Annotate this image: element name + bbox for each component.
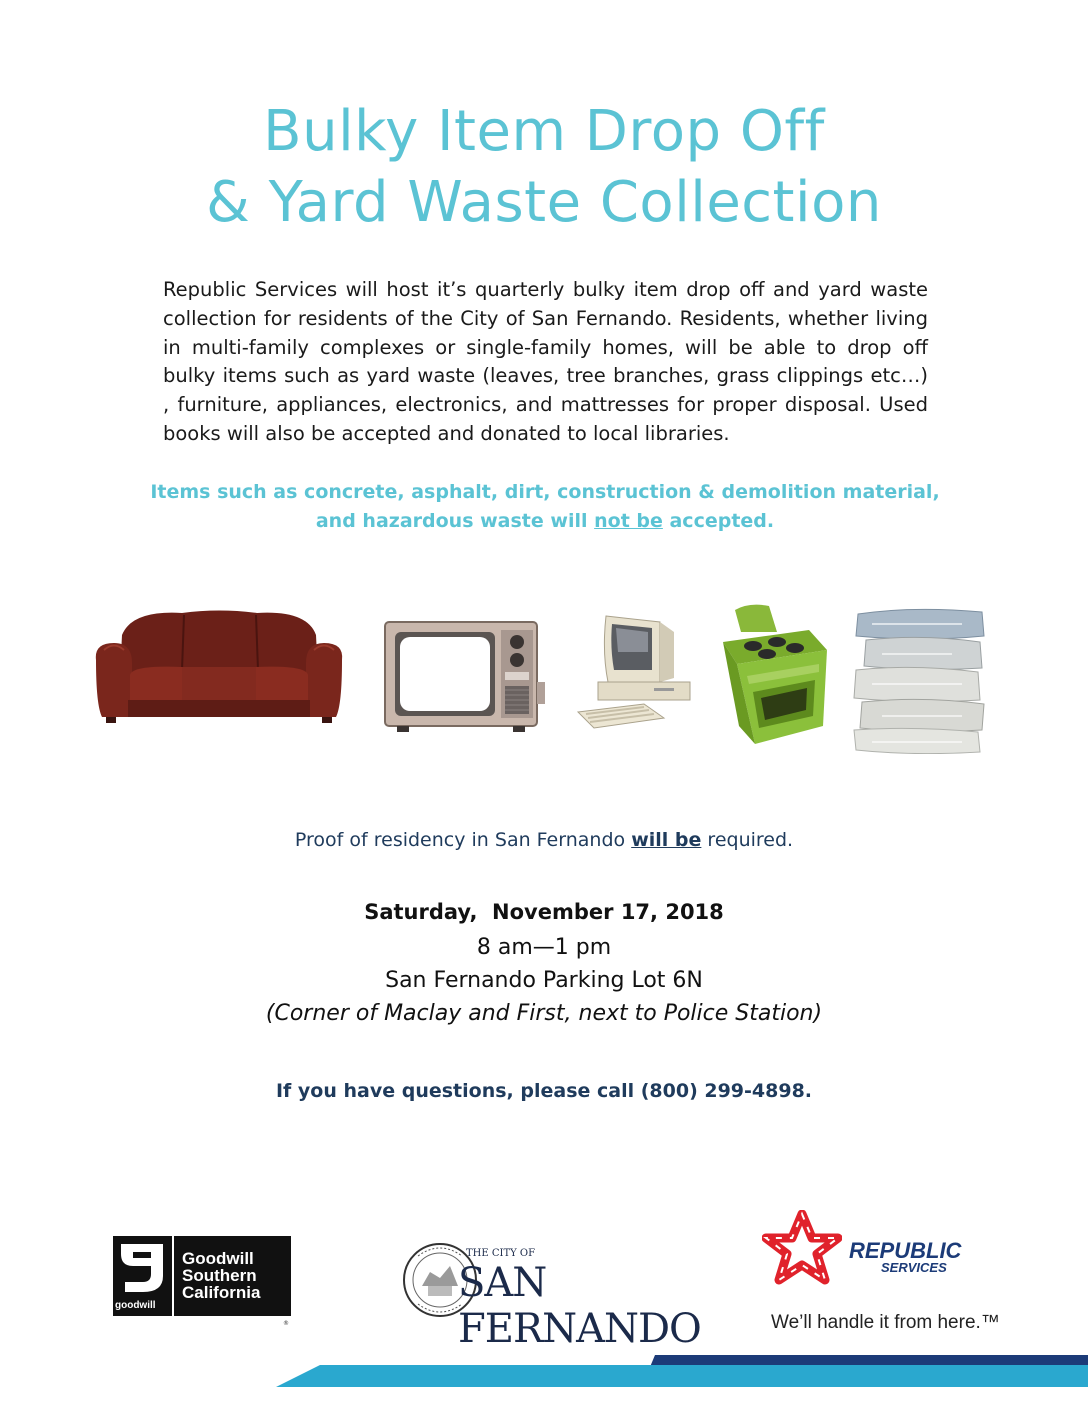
proof-emphasis: will be	[631, 829, 702, 851]
warning-text-end: accepted.	[662, 510, 775, 532]
event-date: Saturday, November 17, 2018	[364, 900, 724, 924]
republic-tagline: We’ll handle it from here.™	[771, 1312, 1000, 1333]
proof-of-residency	[0, 829, 1088, 851]
not-accepted-warning	[150, 478, 940, 536]
san-fernando-wordmark: SAN FERNANDO	[458, 1260, 701, 1352]
intro-paragraph: Republic Services will host it’s quarterly bulky item drop off and yard waste collection for residents of the City of San Fernando. Residents, whether living in multi-family complexes or single-family homes, will be able to drop off bulky items such as yard waste (leaves, tree branches, grass clippings etc…) , furniture, appliances, electronics, and mattresses for proper disposal. Used books will also be accepted and donated to local libraries.	[163, 278, 928, 445]
city-of-label: THE CITY OF	[466, 1248, 536, 1259]
computer-illustration	[574, 612, 698, 730]
mattresses-illustration	[852, 606, 986, 754]
republic-sub: SERVICES	[881, 1260, 947, 1275]
sofa-illustration	[92, 605, 346, 730]
item-illustrations	[0, 600, 1088, 760]
stove-illustration	[719, 602, 829, 746]
goodwill-line-1: Goodwill	[182, 1249, 254, 1268]
republic-name: REPUBLIC	[849, 1238, 962, 1263]
title-line-1: Bulky Item Drop Off	[263, 99, 825, 164]
television-illustration	[383, 620, 547, 736]
proof-text: Proof of residency in San Fernando	[294, 829, 632, 851]
goodwill-name	[174, 1236, 291, 1316]
title-line-2: & Yard Waste Collection	[206, 170, 882, 235]
footer-stripe	[0, 1355, 1088, 1395]
event-time: 8 am—1 pm	[476, 935, 612, 960]
warning-text: Items such as concrete, asphalt, dirt, construction & demolition material, and hazardous waste will	[150, 481, 940, 532]
event-location-note: (Corner of Maclay and First, next to Police Station)	[265, 1001, 823, 1026]
event-place: San Fernando Parking Lot 6N	[385, 968, 703, 993]
warning-emphasis: not be	[594, 510, 663, 532]
republic-services-logo	[760, 1210, 1010, 1340]
republic-star-icon	[762, 1210, 842, 1290]
questions-contact: If you have questions, please call (800) 299-4898.	[275, 1080, 813, 1102]
goodwill-wordmark: goodwill	[115, 1300, 156, 1311]
goodwill-line-3: California	[182, 1283, 261, 1302]
goodwill-logo	[113, 1236, 291, 1327]
goodwill-registered: ®	[283, 1320, 289, 1327]
proof-text-end: required.	[701, 829, 794, 851]
goodwill-line-2: Southern	[182, 1266, 257, 1285]
san-fernando-logo	[400, 1232, 701, 1352]
